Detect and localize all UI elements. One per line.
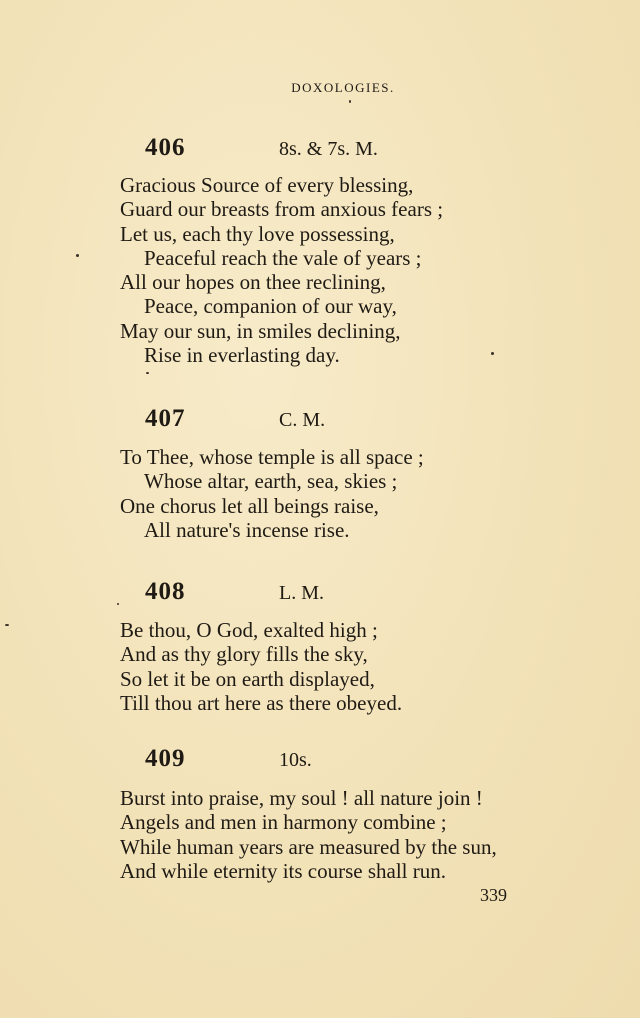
- hymn-409-verse: [120, 786, 497, 883]
- hymn-number: 409: [145, 745, 186, 772]
- verse-line: And as thy glory fills the sky,: [120, 642, 368, 667]
- hymn-406-verse: [120, 173, 443, 367]
- verse-line: Whose altar, earth, sea, skies ;: [144, 469, 398, 494]
- hymn-408-heading: [145, 578, 324, 608]
- hymn-407-verse: [120, 445, 424, 542]
- verse-line: Gracious Source of every blessing,: [120, 173, 414, 197]
- verse-line: May our sun, in smiles declining,: [120, 318, 401, 343]
- verse-line: Till thou art here as there obeyed.: [120, 690, 403, 715]
- hymn-meter: C. M.: [279, 409, 326, 431]
- ink-speck: [76, 254, 79, 257]
- verse-line: Peace, companion of our way,: [144, 294, 397, 319]
- verse-line: Angels and men in harmony combine ;: [120, 810, 447, 835]
- ink-speck: [117, 603, 119, 605]
- verse-line: Peaceful reach the vale of years ;: [144, 245, 422, 270]
- verse-line: While human years are measured by the sun,: [120, 834, 497, 859]
- hymn-number: 406: [145, 134, 186, 161]
- ink-speck: [491, 352, 494, 355]
- hymn-meter: L. M.: [279, 582, 324, 604]
- hymn-meter: 10s.: [279, 749, 312, 771]
- ink-speck: [5, 624, 9, 626]
- hymn-407-heading: [145, 405, 325, 435]
- verse-line: So let it be on earth displayed,: [120, 666, 375, 691]
- verse-line: Be thou, O God, exalted high ;: [120, 618, 378, 642]
- verse-line: Rise in everlasting day.: [144, 343, 340, 368]
- verse-line: All our hopes on thee reclining,: [120, 270, 386, 295]
- verse-line: Guard our breasts from anxious fears ;: [120, 197, 444, 222]
- verse-line: To Thee, whose temple is all space ;: [120, 445, 424, 469]
- hymn-406-heading: [145, 134, 378, 164]
- verse-line: Let us, each thy love possessing,: [120, 221, 395, 246]
- hymn-408-verse: [120, 618, 402, 715]
- verse-line: Burst into praise, my soul ! all nature join !: [120, 786, 483, 810]
- hymn-number: 407: [145, 405, 186, 432]
- ink-speck: [349, 100, 351, 103]
- hymn-409-heading: [145, 745, 312, 775]
- hymn-number: 408: [145, 578, 186, 605]
- verse-line: All nature's incense rise.: [144, 517, 350, 542]
- hymn-meter: 8s. & 7s. M.: [279, 138, 378, 160]
- page-number: 339: [480, 885, 507, 905]
- verse-line: And while eternity its course shall run.: [120, 858, 447, 883]
- verse-line: One chorus let all beings raise,: [120, 493, 379, 518]
- page-header: DOXOLOGIES.: [291, 80, 395, 95]
- ink-speck: [146, 372, 149, 374]
